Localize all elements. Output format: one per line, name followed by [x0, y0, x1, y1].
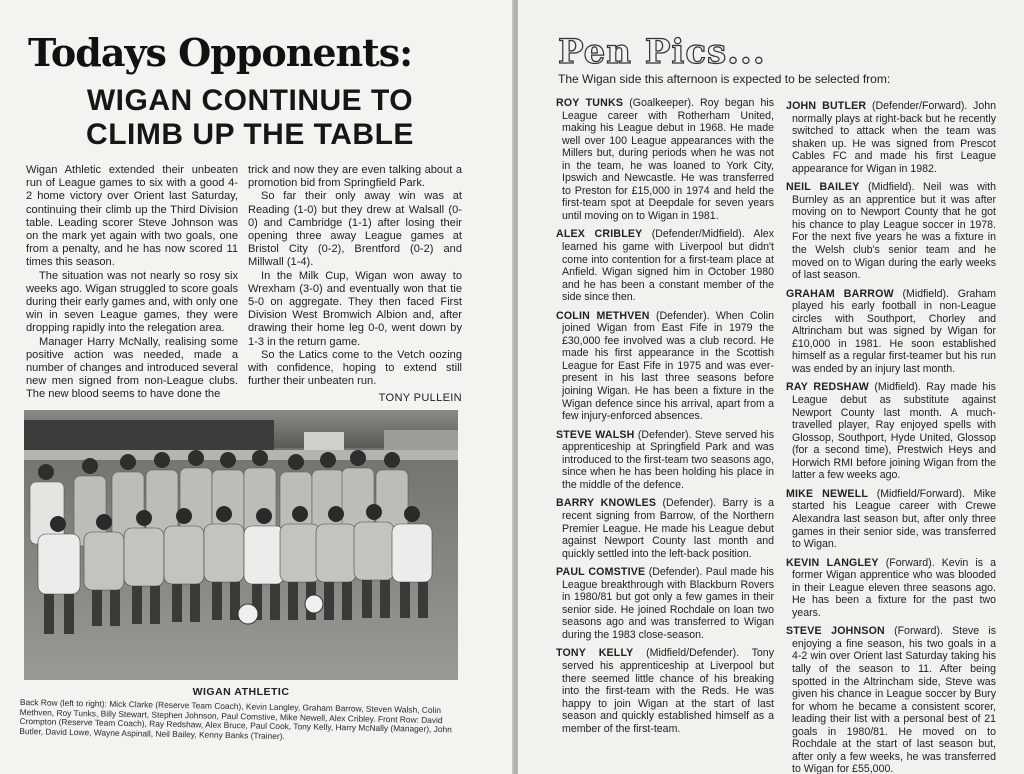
player-name: RAY REDSHAW	[786, 381, 869, 394]
headline-line-1: WIGAN CONTINUE TO	[86, 84, 414, 117]
player-position: (Goalkeeper).	[629, 97, 694, 109]
player-position: (Defender/Midfield).	[651, 228, 745, 241]
pen-pics-column-1	[556, 97, 774, 741]
player-entry	[556, 97, 774, 222]
player-bio: Steve served his apprenticeship at Springfield Park and was introduced to the first-team two seasons ago, since when he has been holding his place in the middle of the defence.	[562, 428, 774, 491]
player-entry	[556, 566, 774, 641]
pen-pics-title: Pen Pics...	[558, 32, 766, 72]
player-entry	[786, 557, 996, 620]
player-position: (Defender).	[637, 428, 692, 441]
article-paragraph: In the Milk Cup, Wigan won away to Wrexham (3-0) and eventually won that tie 5-0 on aggregate. They then faced First Division West Bromwich Albion and, after drawing their home leg 0-0, went down by 1-3 in the return game.	[248, 269, 462, 348]
player-position: (Midfield/Defender).	[646, 647, 740, 660]
pen-pics-column-2	[786, 100, 996, 774]
pen-pics-intro: The Wigan side this afternoon is expected to be selected from:	[558, 72, 891, 86]
player-bio: Paul made his League breakthrough with Blackburn Rovers in 1980/81 but got only a few games in their senior side. He joined Rochdale on loan two seasons ago and was transferred to Wigan during the 1983 close-season.	[562, 566, 774, 641]
player-position: (Midfield/Forward).	[876, 487, 965, 500]
player-position: (Forward).	[894, 625, 943, 638]
player-position: (Defender).	[662, 497, 717, 510]
player-entry	[786, 625, 996, 774]
article-paragraph: So far their only away win was at Reading (1-0) but they drew at Walsall (0-0) and Cambridge (1-1) after losing their opening three away League games at Bristol City (0-2), Brentford (0-2) and Millwall (1-4).	[248, 190, 462, 269]
player-entry	[556, 497, 774, 560]
photo-caption-title: WIGAN ATHLETIC	[192, 686, 290, 698]
player-entry	[786, 181, 996, 281]
player-bio: Graham played his early football in non-League circles with Southport, Chorley and Altrincham but was signed by Wigan for £10,000 in 1981. He soon established himself as a regular first-teamer but his run was ended by an injury last month.	[792, 287, 996, 375]
player-bio: Mike started his League career with Crewe Alexandra last season but, after only three games in their senior side, was transferred to Wigan.	[792, 487, 997, 551]
player-bio: Ray made his League debut as substitute against Newport County last month. A much-travelled player, Ray enjoyed spells with Glossop, Southport, Hyde United, Glossop (for a second time), Prestwich Heys and Horwich RMI before joining Wigan from the latter a few weeks ago.	[792, 381, 996, 482]
player-name: ROY TUNKS	[556, 97, 624, 109]
player-name: STEVE JOHNSON	[786, 625, 885, 638]
player-entry	[556, 647, 774, 735]
player-name: ALEX CRIBLEY	[556, 228, 643, 241]
player-position: (Midfield).	[874, 381, 921, 394]
article-paragraph: The situation was not nearly so rosy six weeks ago. Wigan struggled to score goals during their early games and, with only one win in seven League games, they were dropping rapidly into the relegation area.	[26, 269, 238, 335]
player-name: NEIL BAILEY	[786, 181, 860, 194]
player-bio: Alex learned his game with Liverpool but didn't come into contention for a first-team place at Anfield. Wigan signed him in October 1980 and he has been a constant member of the side since then.	[562, 228, 774, 304]
player-position: (Midfield).	[902, 287, 950, 300]
player-name: JOHN BUTLER	[786, 100, 867, 112]
player-entry	[786, 381, 996, 481]
player-name: MIKE NEWELL	[786, 487, 869, 500]
page-title: Todays Opponents:	[28, 30, 413, 75]
player-position: (Defender).	[655, 309, 710, 322]
player-bio: Steve is enjoying a fine season, his two goals in a 4-2 win over Orient last Saturday taking his tally of the season to 11. After being spotted in the Altrincham side, Steve was given his chance in League soccer by Bury for whom he became a consistent scorer, leading their list with a personal best of 21 goals in 1980/81. He moved on to Rochdale at the start of last season but, after only a few weeks, he was transferred to Wigan for £55,000.	[792, 625, 996, 774]
article-paragraph: Wigan Athletic extended their unbeaten run of League games to six with a good 4-2 home victory over Orient last Saturday, continuing their climb up the Third Division table. Leading scorer Steve Johnson was on the mark yet again with two goals, one from a penalty, and he has now scored 11 times this season.	[26, 164, 238, 269]
player-entry	[556, 310, 774, 423]
player-name: TONY KELLY	[556, 647, 634, 660]
article-paragraph: So the Latics come to the Vetch oozing with confidence, hoping to extend still further their unbeaten run.	[248, 348, 462, 388]
player-position: (Midfield).	[868, 181, 915, 194]
right-page	[518, 0, 1024, 774]
player-bio: When Colin joined Wigan from East Fife in 1979 the £30,000 fee involved was a club record. He made his first appearance in the Scottish League for East Fife in 1975 and was ever-present in his last three seasons before joining Wigan. He has been a fixture in the Wigan defence since his arrival, apart from a few injury-enforced absences.	[562, 309, 774, 423]
player-bio: John normally plays at right-back but he recently switched to attack when the team was shaken up. He was signed from Prescot Cables FC and made his first League appearance for Wigan in 1982.	[792, 100, 996, 175]
player-name: GRAHAM BARROW	[786, 287, 894, 300]
player-position: (Defender/Forward).	[871, 100, 968, 112]
article-column-2	[248, 164, 462, 406]
photo-caption: Back Row (left to right): Mick Clarke (Reserve Team Coach), Kevin Langley, Graham Barrow, Steven Walsh, Colin Methven, Roy Tunks, Billy Stewart, Stephen Johnson, Paul Comstive, Mike Newell, Alex Cribley. Front Row: David Crompton (Reserve Team Coach), Ray Redshaw, Alex Bruce, Paul Cook, Tony Kelly, Harry McNally (Manager), John Butler, David Lowe, Wayne Aspinall, Neil Bailey, Kenny Banks (Trainer).	[19, 697, 452, 741]
player-bio: Neil was with Burnley as an apprentice but it was after moving on to Newport County that he got his chance to play League soccer in 1978. For the next five years he was a fixture in the Welsh club's senior team and he moved on to Wigan during the early weeks of last season.	[792, 181, 996, 282]
player-bio: Kevin is a former Wigan apprentice who was blooded in their League eleven three seasons ago. He has been a fixture for the past two years.	[792, 556, 996, 619]
player-bio: Tony served his apprenticeship at Liverpool but there seemed little chance of his breaking into the first-team with the Reds. He was happy to join Wigan at the start of last season and quickly established himself as a member of the first-team.	[562, 647, 774, 735]
player-entry	[556, 228, 774, 303]
player-name: COLIN METHVEN	[556, 309, 650, 322]
player-entry	[786, 488, 996, 551]
headline-line-2: CLIMB UP THE TABLE	[86, 118, 414, 151]
player-name: STEVE WALSH	[556, 428, 635, 441]
player-entry	[556, 429, 774, 492]
article-paragraph: Manager Harry McNally, realising some positive action was needed, made a number of changes and introduced several new men signed from non-League clubs. The new blood seems to have done the	[26, 335, 238, 401]
byline: TONY PULLEIN	[378, 392, 462, 405]
player-position: (Forward).	[885, 556, 935, 569]
player-entry	[786, 100, 996, 175]
player-position: (Defender).	[648, 566, 703, 579]
player-bio: Roy began his League career with Rotherham United, making his League debut in 1968. He made well over 100 League appearances with the Millers but, during periods when he was not in the team, he was loaned to York City, Ipswich and Newcastle. He was transferred to Preston for £15,000 in 1974 and held the first-team spot at Deepdale for seven years until moving on to Wigan in 1981.	[562, 97, 774, 222]
player-name: PAUL COMSTIVE	[556, 566, 646, 579]
article-column-1	[26, 164, 238, 402]
player-name: KEVIN LANGLEY	[786, 556, 879, 569]
team-photo	[24, 410, 458, 680]
headline	[40, 84, 460, 152]
player-entry	[786, 288, 996, 376]
article-paragraph: trick and now they are even talking about a promotion bid from Springfield Park.	[248, 164, 462, 190]
player-name: BARRY KNOWLES	[556, 497, 657, 510]
player-bio: Barry is a recent signing from Barrow, of the Northern Premier League. He made his League debut against Newport County last month and quickly settled into the left-back position.	[562, 497, 774, 560]
